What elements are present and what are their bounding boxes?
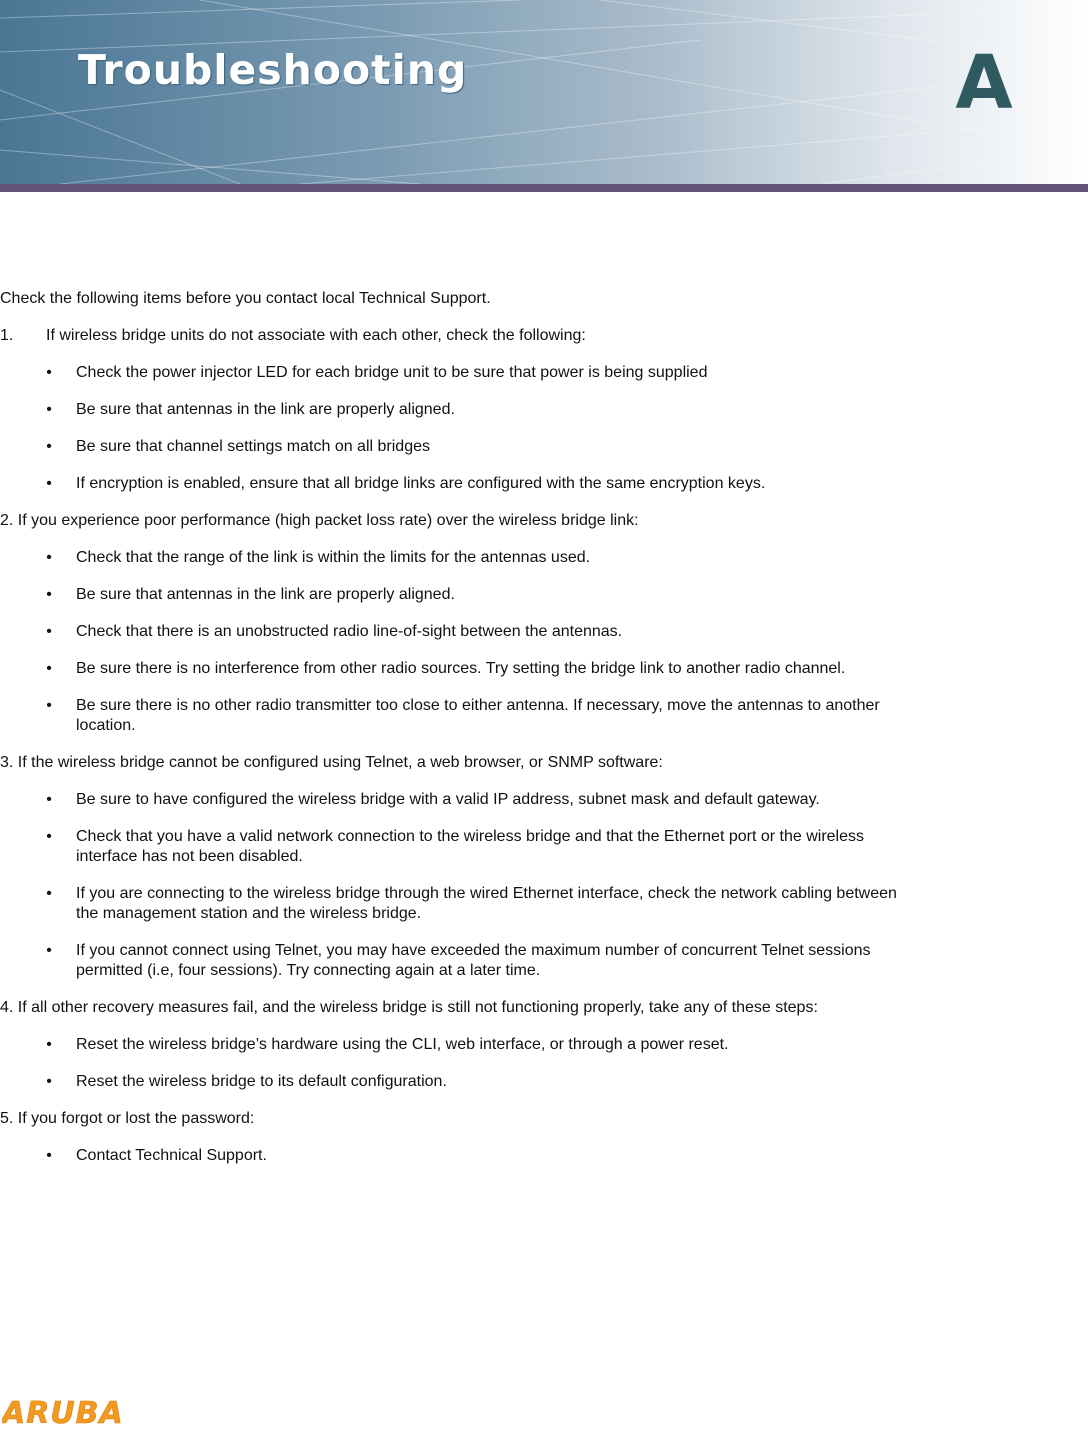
list-item: • Be sure to have configured the wireless bridge with a valid IP address, subnet mask and default gateway. <box>46 791 820 808</box>
list-item: • If encryption is enabled, ensure that all bridge links are configured with the same encryption keys. <box>46 475 766 492</box>
list-item: • Be sure there is no interference from other radio sources. Try setting the bridge link to another radio channel. <box>46 660 846 677</box>
list-item: • Check that you have a valid network connection to the wireless bridge and that the Ethernet port or the wireless interface has not been disabled. <box>46 828 864 865</box>
chapter-banner <box>0 0 1088 184</box>
banner-stripe <box>0 184 1088 192</box>
section-heading-text: If wireless bridge units do not associate with each other, check the following: <box>46 327 586 344</box>
bullet-glyph: • <box>46 623 52 640</box>
page-title: Troubleshooting <box>78 46 468 94</box>
section-1-heading <box>0 326 910 346</box>
section-2-heading: 2. If you experience poor performance (high packet loss rate) over the wireless bridge link: <box>0 512 639 529</box>
section-number: 1. <box>0 327 14 344</box>
bullet-glyph: • <box>46 697 52 714</box>
bullet-glyph: • <box>46 885 52 902</box>
list-item: • Check the power injector LED for each bridge unit to be sure that power is being supplied <box>46 364 708 381</box>
section-4-heading: 4. If all other recovery measures fail, and the wireless bridge is still not functioning properly, take any of these steps: <box>0 999 818 1016</box>
section-5-list <box>0 1146 910 1166</box>
chapter-letter: A <box>955 40 1013 126</box>
list-item: • Be sure there is no other radio transmitter too close to either antenna. If necessary, move the antennas to another location. <box>46 697 880 734</box>
bullet-glyph: • <box>46 942 52 959</box>
bullet-glyph: • <box>46 438 52 455</box>
list-item: • Reset the wireless bridge to its default configuration. <box>46 1073 447 1090</box>
bullet-glyph: • <box>46 1147 52 1164</box>
list-item: • Check that the range of the link is within the limits for the antennas used. <box>46 549 591 566</box>
section-1-list <box>0 363 910 494</box>
bullet-glyph: • <box>46 475 52 492</box>
list-item: • Be sure that antennas in the link are properly aligned. <box>46 401 455 418</box>
bullet-glyph: • <box>46 364 52 381</box>
bullet-glyph: • <box>46 1073 52 1090</box>
bullet-glyph: • <box>46 660 52 677</box>
aruba-logo-graphic <box>2 1397 152 1425</box>
list-item: • Contact Technical Support. <box>46 1147 267 1164</box>
aruba-logo <box>2 1397 152 1430</box>
list-item: • Be sure that channel settings match on all bridges <box>46 438 430 455</box>
list-item: • Be sure that antennas in the link are properly aligned. <box>46 586 455 603</box>
intro-text: Check the following items before you contact local Technical Support. <box>0 290 491 307</box>
bullet-glyph: • <box>46 828 52 845</box>
list-item: • Reset the wireless bridge’s hardware using the CLI, web interface, or through a power reset. <box>46 1036 729 1053</box>
document-body <box>0 289 910 1166</box>
list-item: • If you cannot connect using Telnet, you may have exceeded the maximum number of concurrent Telnet sessions permitted (i.e, four sessions). Try connecting again at a later time. <box>46 942 871 979</box>
section-4-list <box>0 1035 910 1092</box>
bullet-glyph: • <box>46 401 52 418</box>
bullet-glyph: • <box>46 586 52 603</box>
section-2-list <box>0 548 910 736</box>
section-3-heading: 3. If the wireless bridge cannot be configured using Telnet, a web browser, or SNMP software: <box>0 754 663 771</box>
bullet-glyph: • <box>46 791 52 808</box>
section-5-heading: 5. If you forgot or lost the password: <box>0 1110 255 1127</box>
aruba-logo-text: ARUBA <box>2 1397 124 1425</box>
section-3-list <box>0 790 910 981</box>
bullet-glyph: • <box>46 1036 52 1053</box>
list-item: • Check that there is an unobstructed radio line-of-sight between the antennas. <box>46 623 623 640</box>
list-item: • If you are connecting to the wireless bridge through the wired Ethernet interface, check the network cabling between the management station and the wireless bridge. <box>46 885 897 922</box>
bullet-glyph: • <box>46 549 52 566</box>
